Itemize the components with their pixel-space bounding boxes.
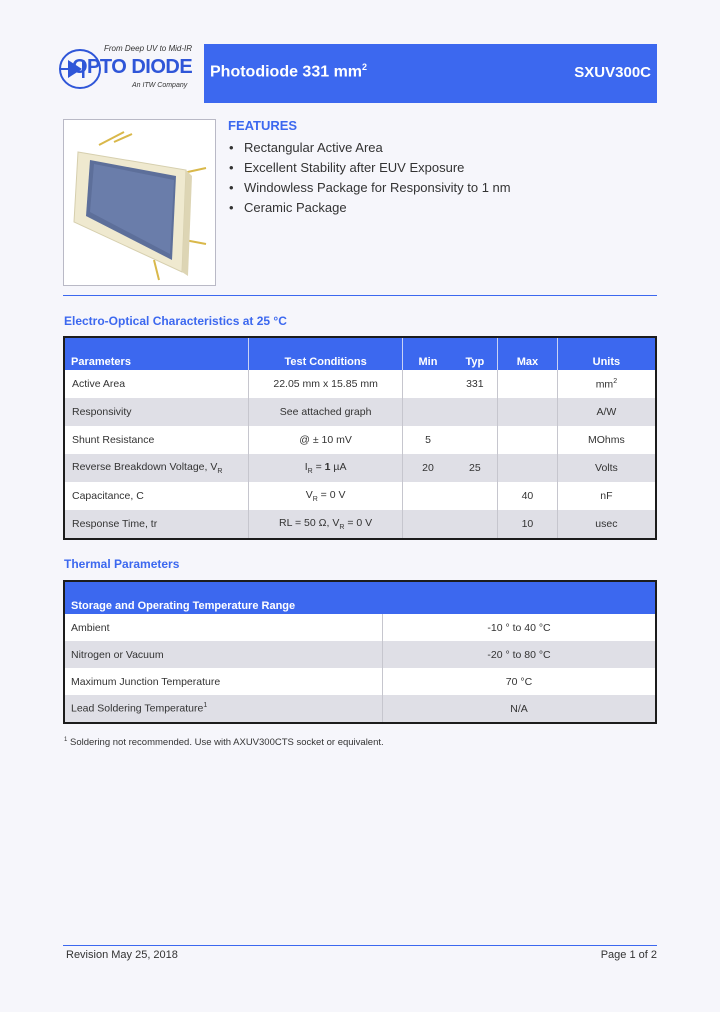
- header-bar: [204, 44, 657, 103]
- bullet-icon: •: [229, 200, 234, 215]
- value-cell: -10 ° to 40 °C: [383, 614, 657, 641]
- col-header-max: Max: [498, 337, 558, 370]
- units-cell: nF: [557, 482, 656, 510]
- condition-cell: @ ± 10 mV: [248, 426, 402, 454]
- bullet-icon: •: [229, 180, 234, 195]
- table-row: [64, 695, 656, 723]
- company-logo: [58, 44, 204, 102]
- thermal-title: Thermal Parameters: [64, 557, 180, 571]
- footer-divider: [63, 945, 657, 946]
- logo-subtitle: An ITW Company: [132, 82, 188, 89]
- param-cell: Response Time, tr: [64, 510, 248, 539]
- param-cell: Ambient: [64, 614, 383, 641]
- table-row: [64, 426, 656, 454]
- logo-brand: OPTO DIODE: [72, 56, 193, 78]
- logo-tagline: From Deep UV to Mid-IR: [104, 44, 193, 53]
- typ-cell: 331: [453, 370, 498, 398]
- param-cell: Shunt Resistance: [64, 426, 248, 454]
- col-header-units: Units: [557, 337, 656, 370]
- condition-cell: $V_R = 0$ V: [248, 482, 402, 510]
- max-cell: 40: [498, 482, 558, 510]
- product-title: Photodiode 331 $mm^2$: [210, 62, 368, 81]
- table-row: [64, 482, 656, 510]
- photodiode-image: [64, 120, 215, 285]
- electro-optical-table: [63, 336, 657, 540]
- min-cell: 5: [403, 426, 453, 454]
- param-cell: Responsivity: [64, 398, 248, 426]
- table-row: [64, 614, 656, 641]
- units-cell: MOhms: [557, 426, 656, 454]
- max-cell: 10: [498, 510, 558, 539]
- col-header-test-conditions: Test Conditions: [248, 337, 402, 370]
- param-cell: Capacitance, C: [64, 482, 248, 510]
- max-cell: [498, 370, 558, 398]
- max-cell: [498, 454, 558, 482]
- thermal-header: Storage and Operating Temperature Range: [64, 581, 656, 614]
- page-number: Page 1 of 2: [600, 949, 657, 961]
- table-row: [64, 454, 656, 482]
- typ-cell: 25: [453, 454, 498, 482]
- table-row: [64, 510, 656, 539]
- param-cell: Reverse Breakdown Voltage, $V_R$: [64, 454, 248, 482]
- param-cell: Nitrogen or Vacuum: [64, 641, 383, 668]
- typ-cell: [453, 510, 498, 539]
- col-header-typ: Typ: [453, 337, 498, 370]
- units-cell: usec: [557, 510, 656, 539]
- table-row: [64, 370, 656, 398]
- table-row: [64, 668, 656, 695]
- condition-cell: 22.05 mm x 15.85 mm: [248, 370, 402, 398]
- bullet-icon: •: [229, 140, 234, 155]
- feature-item: • Ceramic Package: [229, 200, 347, 215]
- table-row: [64, 398, 656, 426]
- table-header-row: [64, 581, 656, 614]
- value-cell: -20 ° to 80 °C: [383, 641, 657, 668]
- max-cell: [498, 398, 558, 426]
- typ-cell: [453, 482, 498, 510]
- condition-cell: See attached graph: [248, 398, 402, 426]
- table-row: [64, 641, 656, 668]
- units-cell: Volts: [557, 454, 656, 482]
- feature-item: • Excellent Stability after EUV Exposure: [229, 160, 465, 175]
- max-cell: [498, 426, 558, 454]
- feature-item: • Rectangular Active Area: [229, 140, 383, 155]
- typ-cell: [453, 398, 498, 426]
- col-header-min: Min: [403, 337, 453, 370]
- value-cell: N/A: [383, 695, 657, 723]
- features-title: FEATURES: [228, 118, 298, 133]
- min-cell: [403, 398, 453, 426]
- part-number: SXUV300C: [574, 64, 651, 81]
- min-cell: [403, 482, 453, 510]
- revision-date: Revision May 25, 2018: [66, 949, 178, 961]
- bullet-icon: •: [229, 160, 234, 175]
- condition-cell: RL = 50 Ω, $V_R = 0$ V: [248, 510, 402, 539]
- value-cell: 70 °C: [383, 668, 657, 695]
- units-cell: A/W: [557, 398, 656, 426]
- min-cell: [403, 370, 453, 398]
- param-cell: Active Area: [64, 370, 248, 398]
- units-cell: $mm^2$: [557, 370, 656, 398]
- table-header-row: [64, 337, 656, 370]
- thermal-table: [63, 580, 657, 724]
- typ-cell: [453, 426, 498, 454]
- col-header-parameters: Parameters: [64, 337, 248, 370]
- feature-item: • Windowless Package for Responsivity to 1 nm: [229, 180, 511, 195]
- product-photo: [63, 119, 216, 286]
- condition-cell: $I_R = 1$ µA: [248, 454, 402, 482]
- param-cell: Maximum Junction Temperature: [64, 668, 383, 695]
- min-cell: [403, 510, 453, 539]
- param-cell: Lead Soldering Temperature$^1$: [64, 695, 383, 723]
- section-divider: [63, 295, 657, 296]
- features-list: [228, 140, 511, 220]
- min-cell: 20: [403, 454, 453, 482]
- electro-optical-title: Electro-Optical Characteristics at 25 °C: [64, 314, 287, 328]
- footnote: $^1$ Soldering not recommended. Use with AXUV300CTS socket or equivalent.: [64, 737, 384, 749]
